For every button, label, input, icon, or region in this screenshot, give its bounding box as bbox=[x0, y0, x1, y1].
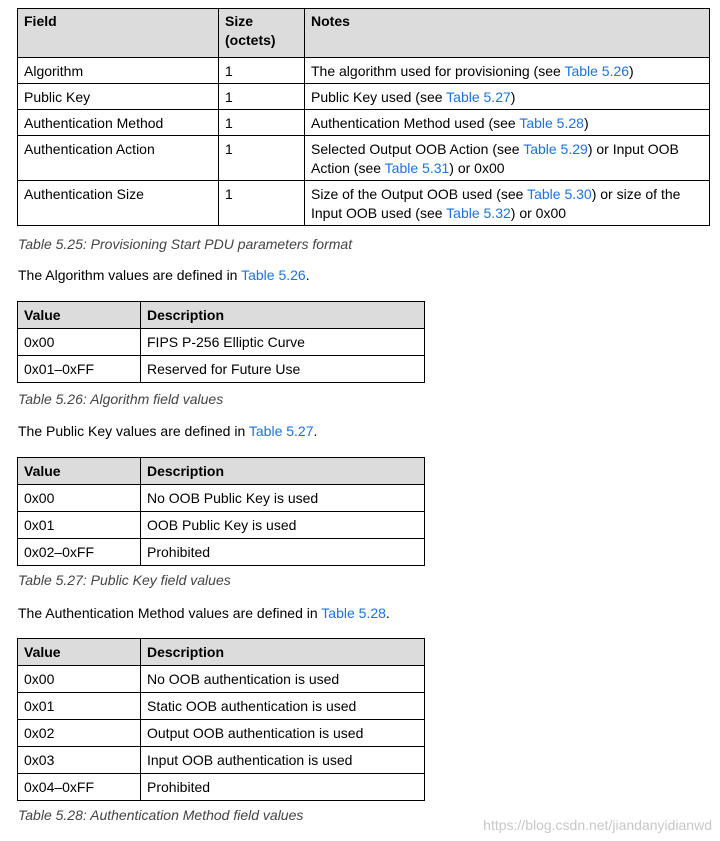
notes-text: ) bbox=[629, 63, 634, 79]
field-cell: Public Key bbox=[18, 84, 219, 110]
auth-method-table bbox=[17, 638, 425, 801]
table-link[interactable]: Table 5.31 bbox=[384, 160, 450, 176]
notes-text: Public Key used (see bbox=[311, 89, 447, 105]
notes-cell bbox=[305, 110, 710, 136]
header-field: Field bbox=[18, 9, 219, 58]
paragraph-text: . bbox=[305, 267, 310, 283]
paragraph-text: . bbox=[385, 605, 390, 621]
header-notes: Notes bbox=[305, 9, 710, 58]
table-caption: Table 5.25: Provisioning Start PDU parameters format bbox=[18, 236, 353, 252]
field-cell: Authentication Method bbox=[18, 110, 219, 136]
notes-text: ) or 0x00 bbox=[510, 205, 567, 221]
table-link[interactable]: Table 5.27 bbox=[446, 89, 511, 105]
table-row bbox=[18, 84, 710, 110]
description-cell: Reserved for Future Use bbox=[141, 356, 425, 383]
table-caption: Table 5.26: Algorithm field values bbox=[18, 391, 224, 407]
table-row bbox=[18, 693, 425, 720]
notes-text: Authentication Method used (see bbox=[311, 115, 520, 131]
description-cell: No OOB Public Key is used bbox=[141, 485, 425, 512]
params-table-header-row bbox=[18, 9, 710, 58]
table-row bbox=[18, 539, 425, 566]
table-caption: Table 5.28: Authentication Method field values bbox=[18, 807, 304, 823]
size-cell: 1 bbox=[219, 181, 305, 226]
watermark: https://blog.csdn.net/jiandanyidianwd bbox=[483, 817, 712, 833]
table-row bbox=[18, 774, 425, 801]
paragraph-public-key bbox=[18, 423, 317, 439]
description-cell: OOB Public Key is used bbox=[141, 512, 425, 539]
paragraph-text: The Algorithm values are defined in bbox=[18, 267, 242, 283]
header-description: Description bbox=[141, 302, 425, 329]
value-cell: 0x00 bbox=[18, 329, 141, 356]
description-cell: No OOB authentication is used bbox=[141, 666, 425, 693]
description-cell: Output OOB authentication is used bbox=[141, 720, 425, 747]
notes-text: ) bbox=[510, 89, 516, 105]
table-row bbox=[18, 512, 425, 539]
table-link[interactable]: Table 5.32 bbox=[446, 205, 511, 221]
table-header-row bbox=[18, 302, 425, 329]
notes-text: The algorithm used for provisioning (see bbox=[311, 63, 565, 79]
table-row bbox=[18, 485, 425, 512]
notes-cell bbox=[305, 136, 710, 181]
paragraph-text: The Authentication Method values are defined in bbox=[18, 605, 322, 621]
table-row bbox=[18, 329, 425, 356]
header-size: Size (octets) bbox=[219, 9, 305, 58]
public-key-table bbox=[17, 457, 425, 566]
value-cell: 0x03 bbox=[18, 747, 141, 774]
description-cell: Prohibited bbox=[141, 539, 425, 566]
header-value: Value bbox=[18, 639, 141, 666]
notes-text: Selected Output OOB Action (see bbox=[311, 141, 524, 157]
table-link[interactable]: Table 5.28 bbox=[321, 605, 386, 621]
value-cell: 0x00 bbox=[18, 485, 141, 512]
size-cell: 1 bbox=[219, 58, 305, 84]
notes-cell bbox=[305, 58, 710, 84]
table-row bbox=[18, 110, 710, 136]
table-row bbox=[18, 136, 710, 181]
header-value: Value bbox=[18, 458, 141, 485]
field-cell: Authentication Size bbox=[18, 181, 219, 226]
table-link[interactable]: Table 5.26 bbox=[564, 63, 630, 79]
algorithm-table bbox=[17, 301, 425, 383]
header-description: Description bbox=[141, 639, 425, 666]
description-cell: Static OOB authentication is used bbox=[141, 693, 425, 720]
size-cell: 1 bbox=[219, 136, 305, 181]
paragraph-auth-method bbox=[18, 605, 390, 621]
field-cell: Authentication Action bbox=[18, 136, 219, 181]
value-cell: 0x02–0xFF bbox=[18, 539, 141, 566]
value-cell: 0x01–0xFF bbox=[18, 356, 141, 383]
paragraph-algorithm bbox=[18, 267, 310, 283]
table-row bbox=[18, 747, 425, 774]
description-cell: Input OOB authentication is used bbox=[141, 747, 425, 774]
notes-text: ) bbox=[583, 115, 589, 131]
table-link[interactable]: Table 5.27 bbox=[248, 423, 314, 439]
size-cell: 1 bbox=[219, 84, 305, 110]
table-header-row bbox=[18, 458, 425, 485]
header-value: Value bbox=[18, 302, 141, 329]
table-row bbox=[18, 720, 425, 747]
description-cell: Prohibited bbox=[141, 774, 425, 801]
value-cell: 0x02 bbox=[18, 720, 141, 747]
value-cell: 0x04–0xFF bbox=[18, 774, 141, 801]
table-row bbox=[18, 58, 710, 84]
notes-text: Size of the Output OOB used (see bbox=[311, 186, 528, 202]
notes-cell bbox=[305, 181, 710, 226]
table-link[interactable]: Table 5.26 bbox=[241, 267, 306, 283]
paragraph-text: . bbox=[313, 423, 318, 439]
size-cell: 1 bbox=[219, 110, 305, 136]
table-link[interactable]: Table 5.28 bbox=[519, 115, 584, 131]
paragraph-text: The Public Key values are defined in bbox=[18, 423, 249, 439]
value-cell: 0x00 bbox=[18, 666, 141, 693]
params-table bbox=[17, 8, 710, 226]
table-link[interactable]: Table 5.30 bbox=[527, 186, 592, 202]
table-row bbox=[18, 356, 425, 383]
table-link[interactable]: Table 5.29 bbox=[523, 141, 588, 157]
header-description: Description bbox=[141, 458, 425, 485]
notes-cell bbox=[305, 84, 710, 110]
notes-text: ) or size of the Input OOB used (see bbox=[311, 186, 681, 221]
table-header-row bbox=[18, 639, 425, 666]
notes-text: ) or Input OOB Action (see bbox=[311, 141, 679, 176]
field-cell: Algorithm bbox=[18, 58, 219, 84]
notes-text: ) or 0x00 bbox=[449, 160, 505, 176]
value-cell: 0x01 bbox=[18, 693, 141, 720]
value-cell: 0x01 bbox=[18, 512, 141, 539]
table-row bbox=[18, 666, 425, 693]
description-cell: FIPS P-256 Elliptic Curve bbox=[141, 329, 425, 356]
table-row bbox=[18, 181, 710, 226]
table-caption: Table 5.27: Public Key field values bbox=[18, 572, 231, 588]
